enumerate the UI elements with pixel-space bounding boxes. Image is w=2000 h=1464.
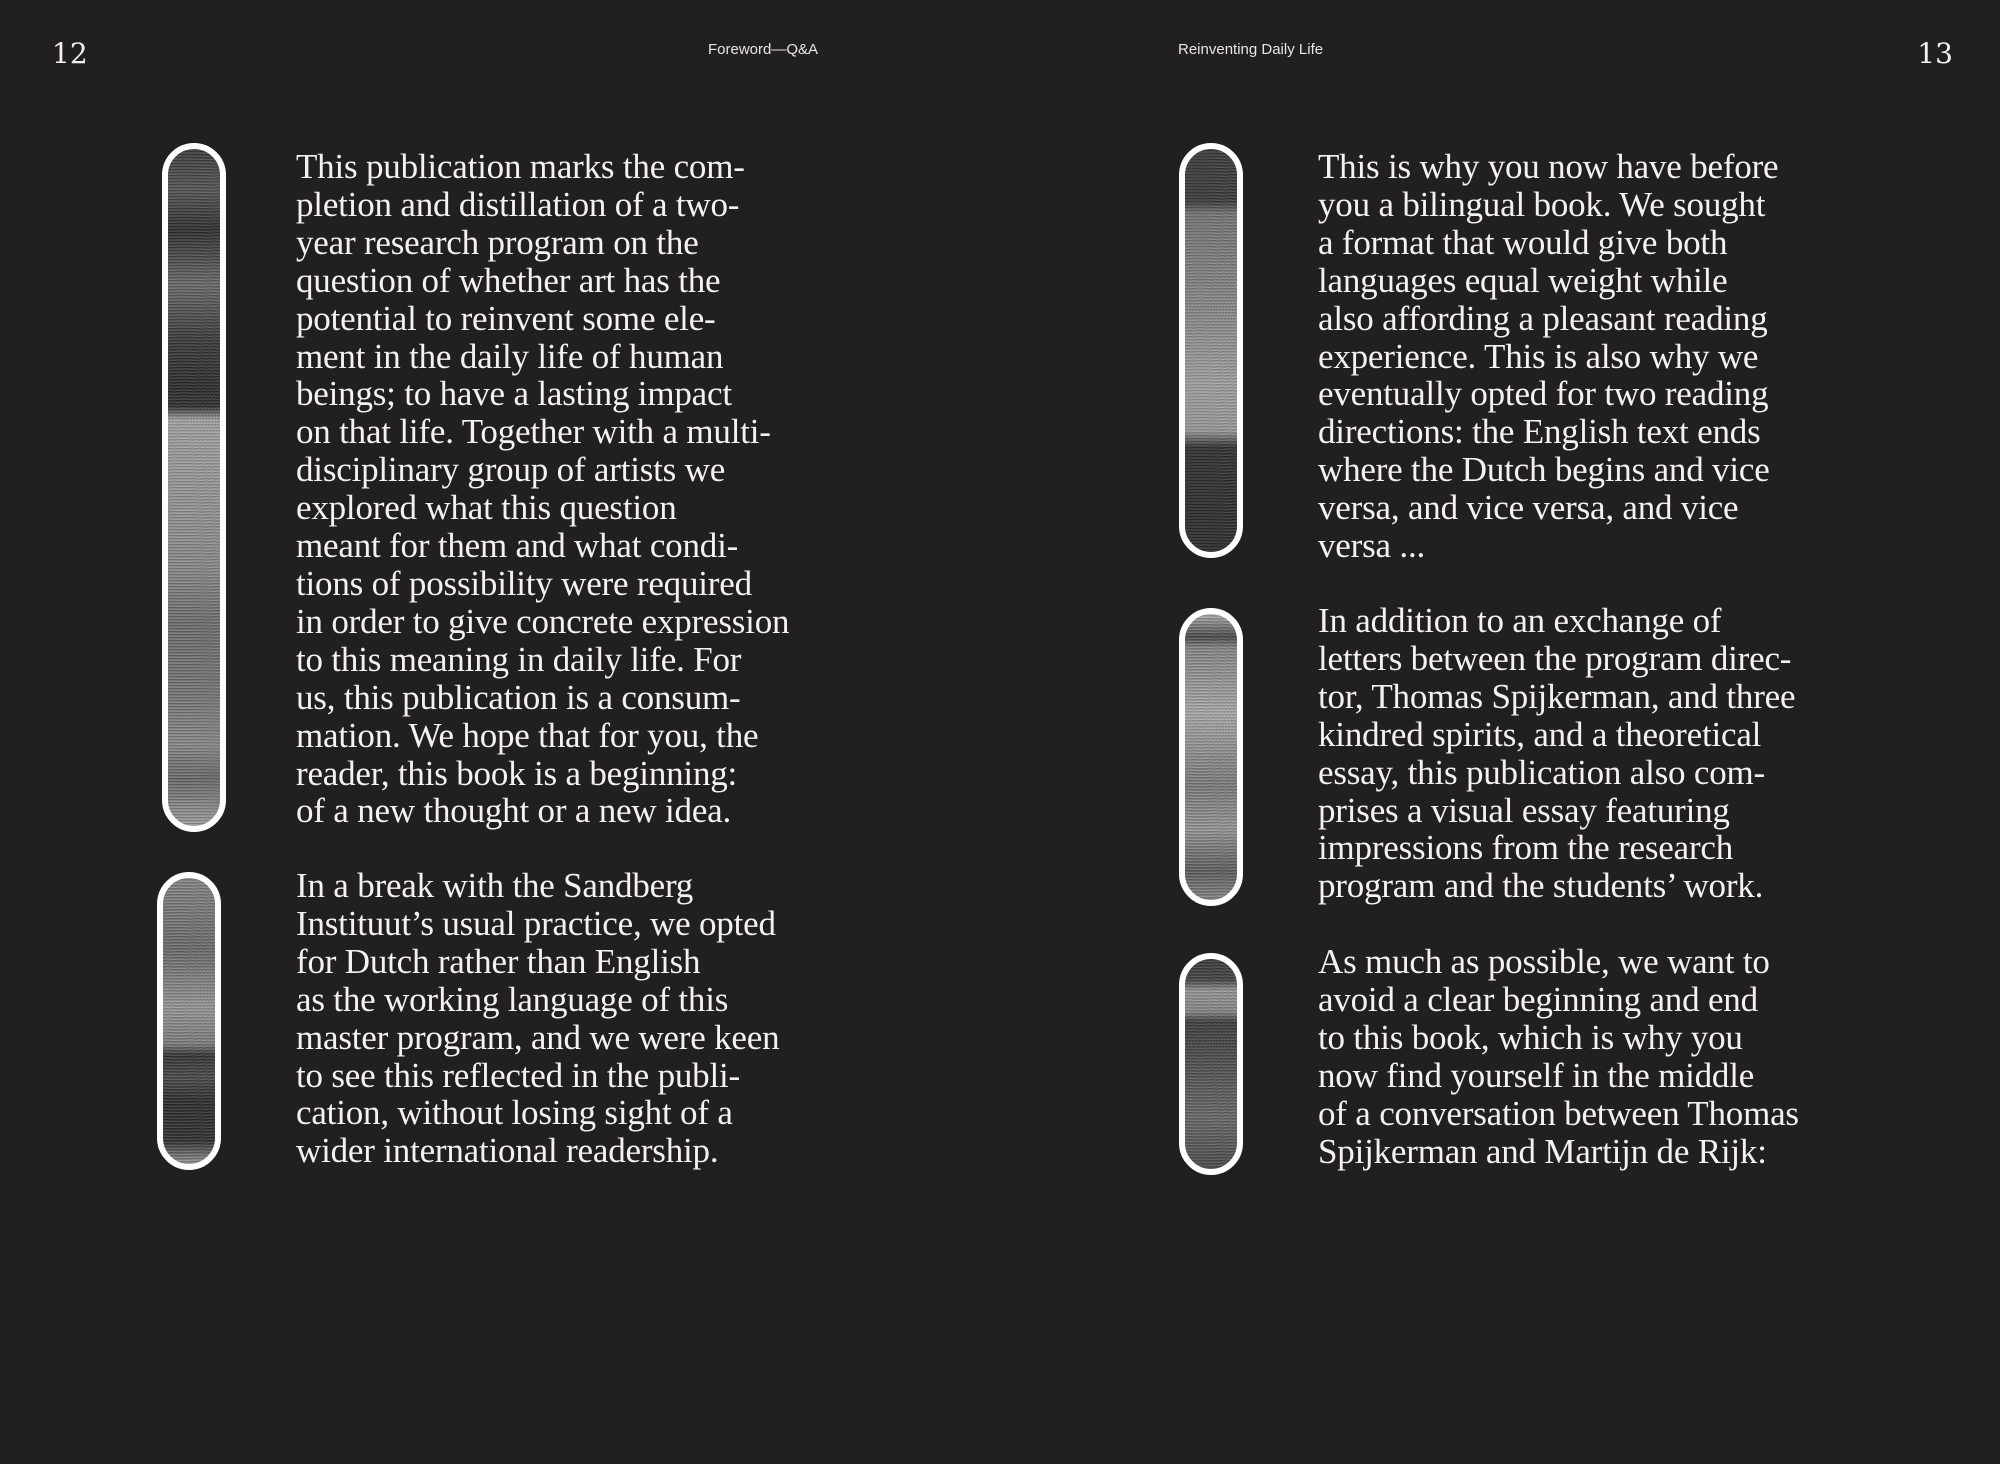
capsule-image-1 [162,143,226,832]
capsule-image-3 [1179,143,1243,558]
paragraph-5: As much as possible, we want to avoid a clear beginning and end to this book, which is why you now find yourself in the middle of a conversation between Thomas Spijkerman and Martijn de Rijk: [1318,942,1799,1171]
capsule-image-2 [157,872,221,1170]
page-number-left: 12 [52,37,88,70]
running-head-right: Reinventing Daily Life [1178,41,1324,58]
paragraph-2: In a break with the Sandberg Instituut’s usual practice, we opted for Dutch rather than English as the working language of this master program, and we were keen to see this reflected in the publi- cation, without losing sight of a wider international readership. [296,866,780,1171]
capsule-image-4 [1179,608,1243,906]
running-head-left: Foreword—Q&A [708,41,819,58]
page-number-right: 13 [1917,37,1953,70]
capsule-image-5 [1179,953,1243,1175]
paragraph-3: This is why you now have before you a bilingual book. We sought a format that would give both languages equal weight while also affording a pleasant reading experience. This is also why we eventually opted for two reading directions: the English text ends where the Dutch begins and vice versa, and vice versa, and vice versa ... [1318,147,1779,566]
paragraph-4: In addition to an exchange of letters between the program direc- tor, Thomas Spijkerman, and three kindred spirits, and a theoretical essay, this publication also com- prises a visual essay featuring impressions from the research program and the students’ work. [1318,601,1796,906]
paragraph-1: This publication marks the com- pletion and distillation of a two- year research program on the question of whether art has the potential to reinvent some ele- ment in the daily life of human beings; to have a lasting impact on that life. Together with a multi- disciplinary group of artists we explored what this question meant for them and what condi- tions of possibility were required in order to give concrete expression to this meaning in daily life. For us, this publication is a consum- mation. We hope that for you, the reader, this book is a beginning: of a new thought or a new idea. [296,147,790,831]
